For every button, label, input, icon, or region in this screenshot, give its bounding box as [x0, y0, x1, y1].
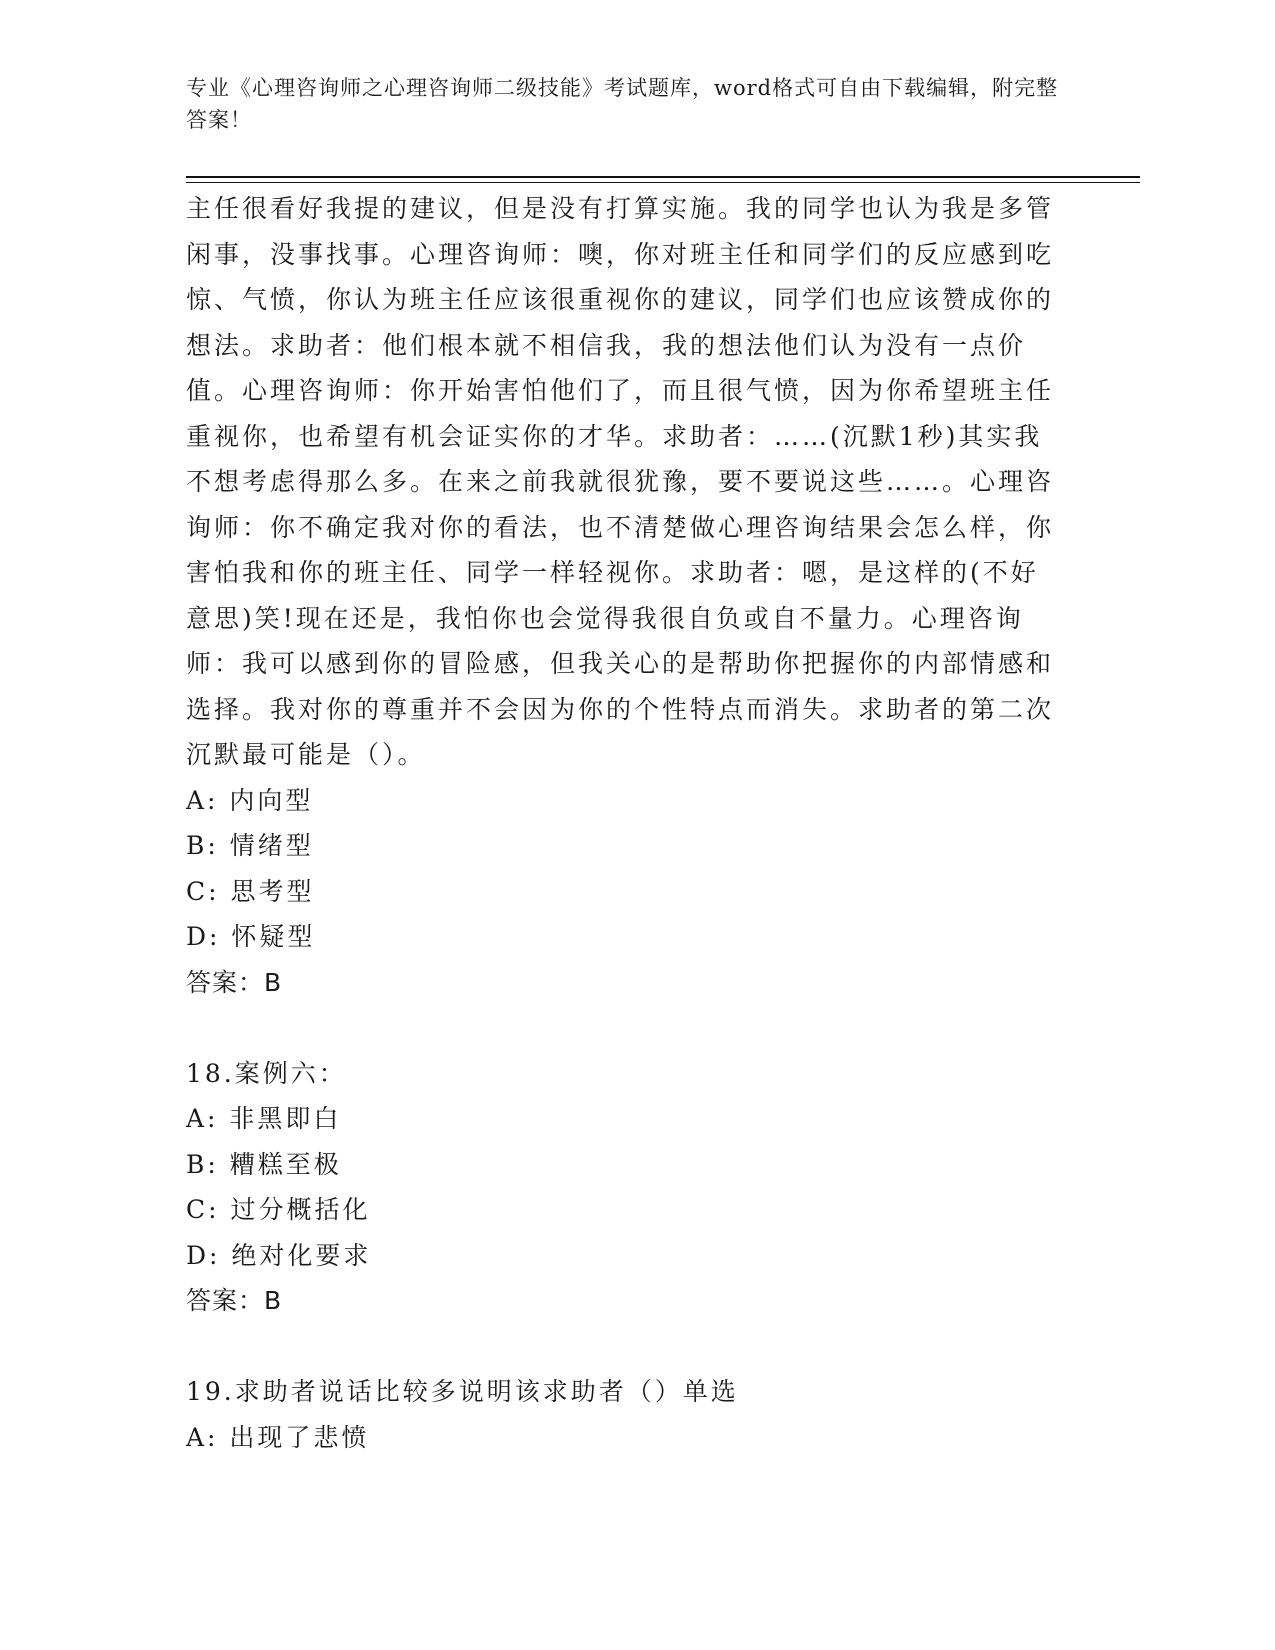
spacer [186, 1005, 1066, 1051]
q18-answer: 答案：B [186, 1286, 283, 1315]
header-divider-thick [186, 176, 1140, 178]
q18-stem: 18.案例六： [186, 1058, 347, 1088]
spacer [186, 1324, 1066, 1370]
q17-option-d: D: 怀疑型 [186, 922, 316, 951]
q17-option-b: B: 情绪型 [186, 831, 314, 860]
q17-option-c: C: 思考型 [186, 876, 315, 906]
document-body [186, 186, 1066, 1460]
q17-passage: 主任很看好我提的建议，但是没有打算实施。我的同学也认为我是多管闲事，没事找事。心理咨询师：噢，你对班主任和同学们的反应感到吃惊、气愤，你认为班主任应该很重视你的建议，同学们也应该赞成你的想法。求助者：他们根本就不相信我，我的想法他们认为没有一点价值。心理咨询师：你开始害怕他们了，而且很气愤，因为你希望班主任重视你，也希望有机会证实你的才华。求助者：……(沉默1秒)其实我不想考虑得那么多。在来之前我就很犹豫，要不要说这些……。心理咨询师：你不确定我对你的看法，也不清楚做心理咨询结果会怎么样，你害怕我和你的班主任、同学一样轻视你。求助者：嗯，是这样的(不好意思)笑!现在还是，我怕你也会觉得我很自负或自不量力。心理咨询师：我可以感到你的冒险感，但我关心的是帮助你把握你的内部情感和选择。我对你的尊重并不会因为你的个性特点而消失。求助者的第二次沉默最可能是（）。 [186, 194, 1055, 769]
q18-option-d: D: 绝对化要求 [186, 1240, 372, 1270]
document-header: 专业《心理咨询师之心理咨询师二级技能》考试题库，word格式可自由下载编辑，附完整答案！ [186, 76, 1059, 132]
q18-option-c: C: 过分概括化 [186, 1195, 371, 1224]
q18-option-b: B: 糟糕至极 [186, 1149, 342, 1179]
q17-answer: 答案：B [186, 967, 283, 997]
header-divider-thin [186, 182, 1140, 183]
q19-option-a: A: 出现了悲愤 [186, 1422, 370, 1452]
q19-stem: 19.求助者说话比较多说明该求助者（）单选 [186, 1377, 739, 1406]
q17-option-a: A: 内向型 [186, 785, 314, 815]
q18-option-a: A: 非黑即白 [186, 1104, 342, 1133]
